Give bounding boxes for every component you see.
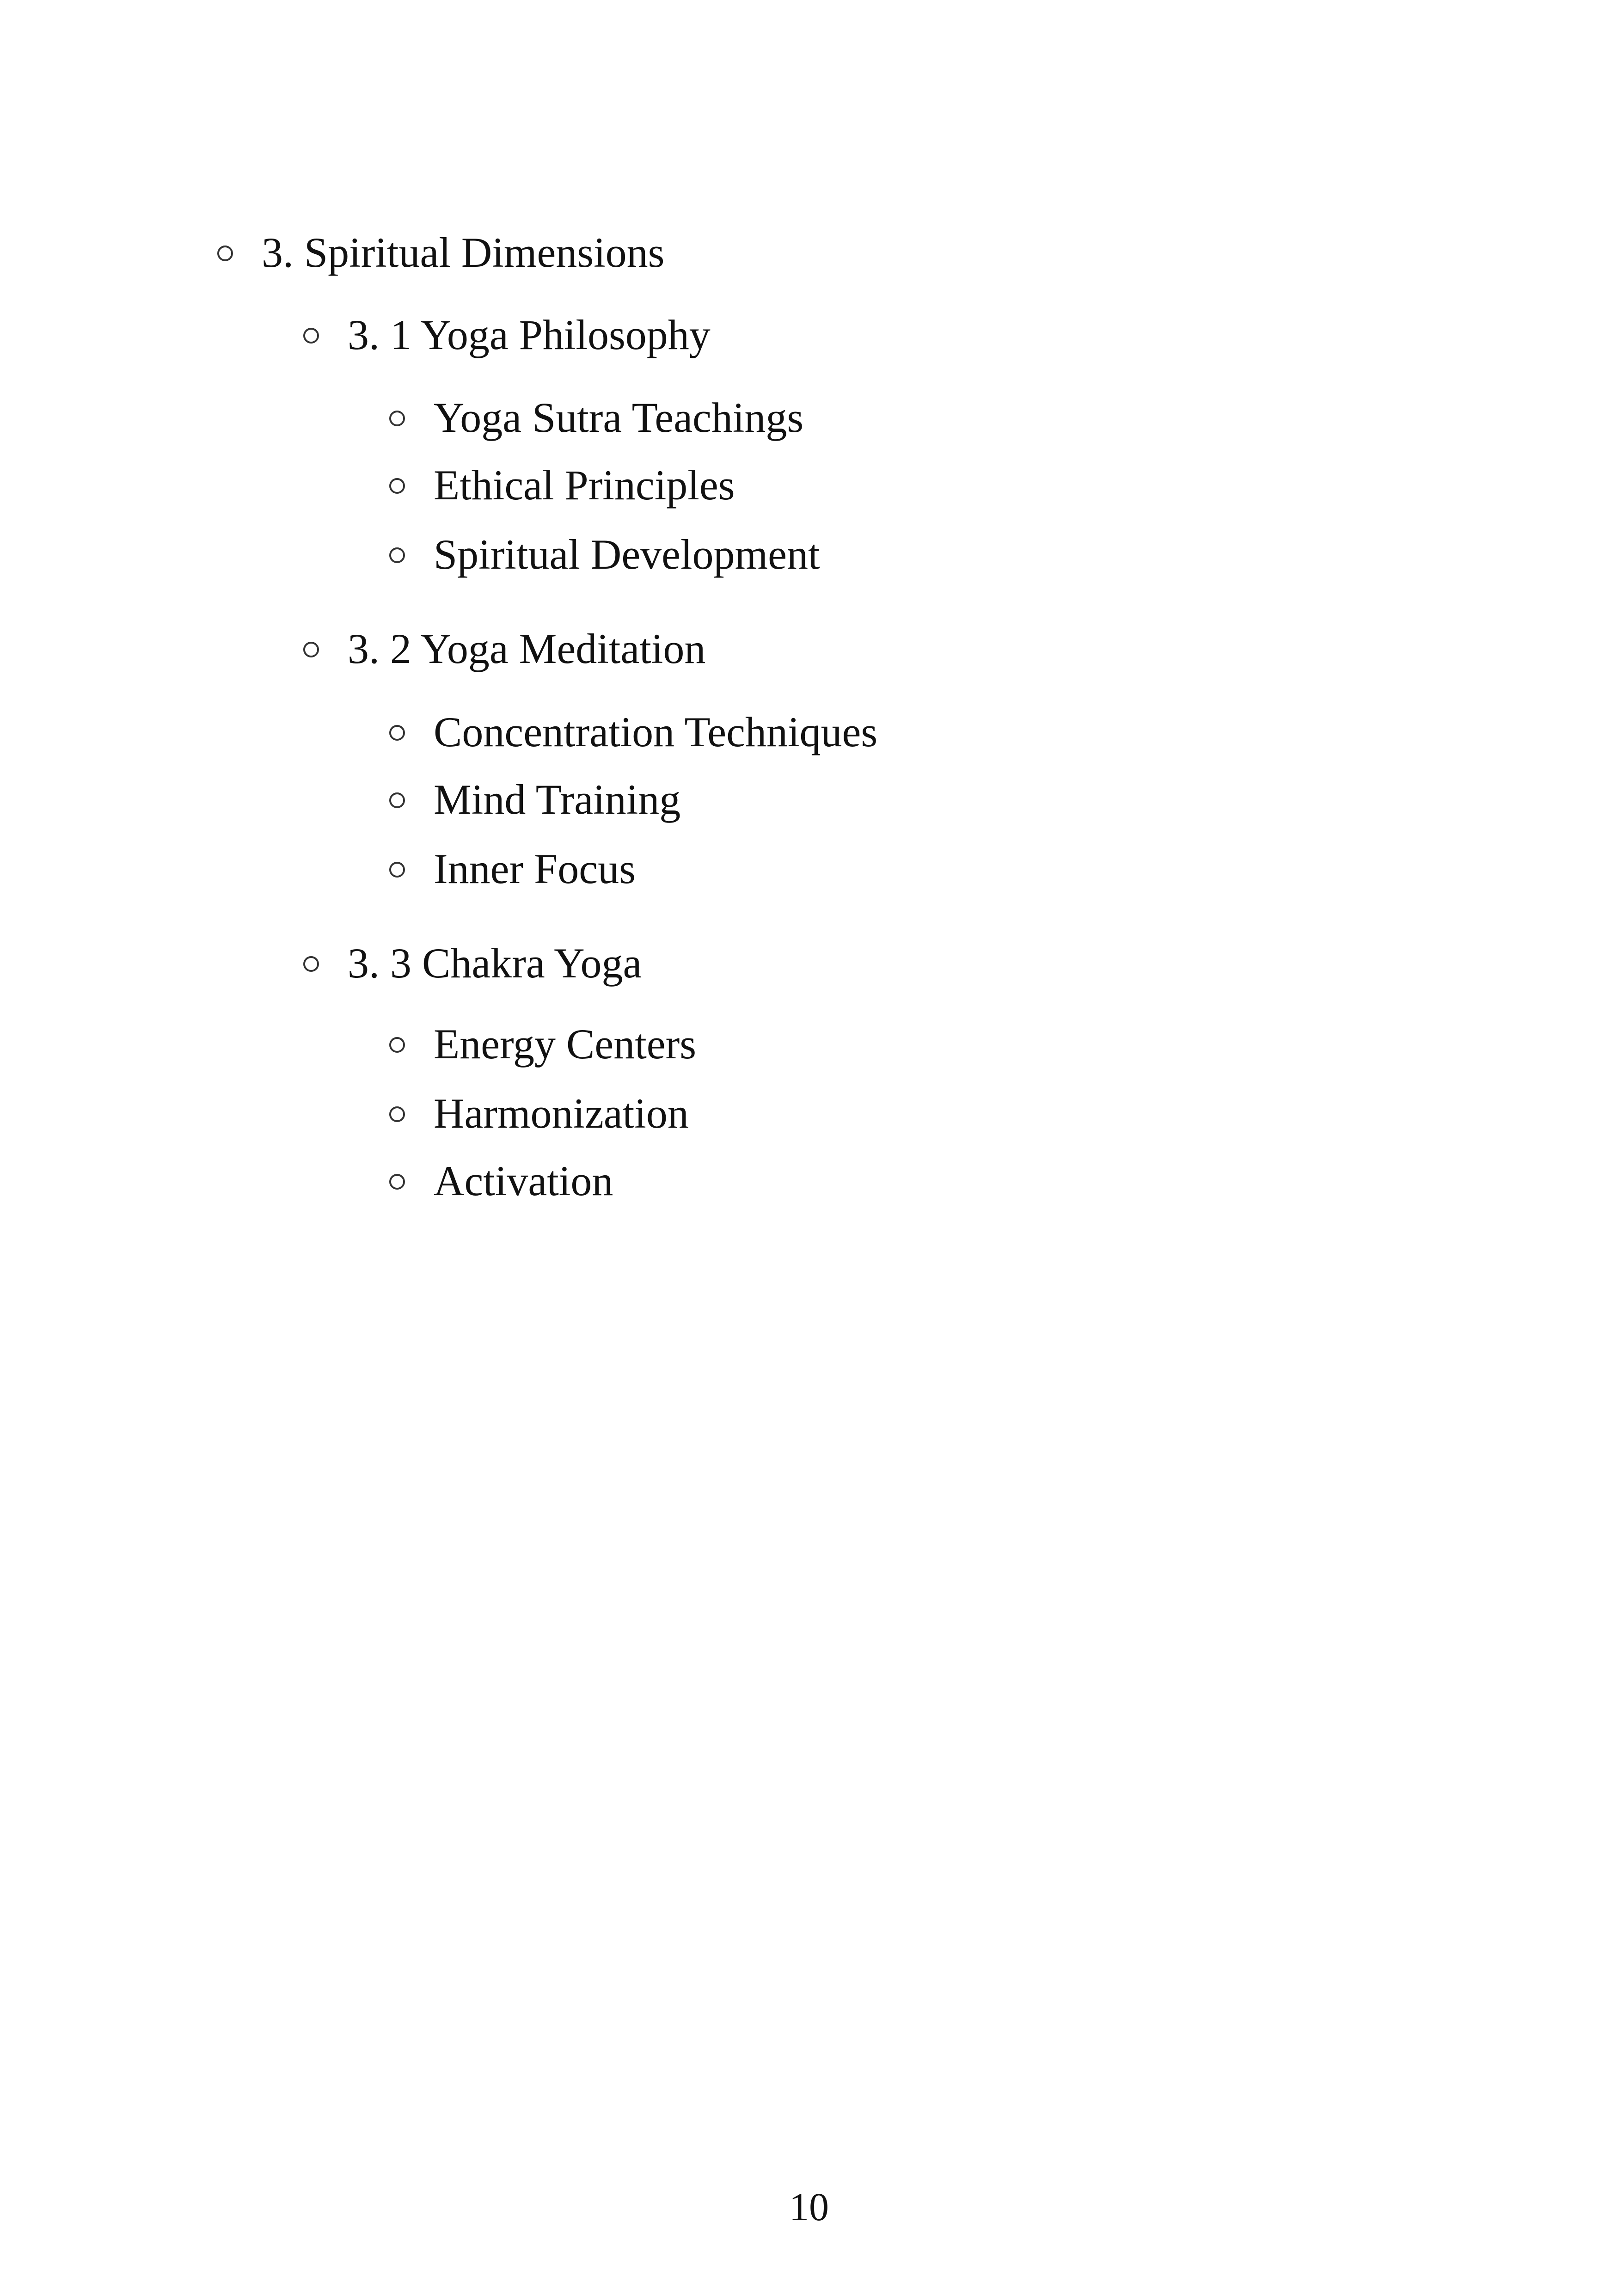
list-item [389, 1157, 613, 1204]
list-item-text: Mind Training [434, 776, 681, 823]
list-item-text: Yoga Sutra Teachings [434, 394, 804, 441]
circle-bullet-icon [303, 328, 319, 344]
list-item-text: Inner Focus [434, 845, 636, 892]
list-item-text: Activation [434, 1157, 613, 1204]
list-item-text: Energy Centers [434, 1020, 697, 1068]
list-item [389, 461, 735, 509]
subsection-heading [303, 939, 642, 987]
list-item [389, 778, 680, 821]
section-heading [217, 231, 664, 274]
section-heading-text: 3. Spiritual Dimensions [262, 229, 665, 276]
list-item [389, 1020, 697, 1068]
list-item-text: Ethical Principles [434, 461, 735, 509]
circle-bullet-icon [389, 1106, 405, 1122]
list-item-text: Spiritual Development [434, 531, 820, 578]
subsection-heading [303, 313, 711, 356]
circle-bullet-icon [217, 246, 233, 261]
circle-bullet-icon [389, 862, 405, 878]
circle-bullet-icon [303, 956, 319, 972]
list-item [389, 1092, 689, 1135]
subsection-heading-text: 3. 2 Yoga Meditation [348, 625, 706, 672]
list-item-text: Harmonization [434, 1090, 689, 1137]
subsection-heading-text: 3. 3 Chakra Yoga [348, 939, 642, 987]
list-item-text: Concentration Techniques [434, 708, 878, 755]
circle-bullet-icon [303, 642, 319, 657]
list-item [389, 847, 636, 890]
circle-bullet-icon [389, 1037, 405, 1053]
circle-bullet-icon [389, 792, 405, 808]
circle-bullet-icon [389, 411, 405, 426]
list-item [389, 396, 803, 439]
subsection-heading [303, 627, 705, 670]
list-item [389, 708, 878, 755]
subsection-heading-text: 3. 1 Yoga Philosophy [348, 311, 711, 358]
circle-bullet-icon [389, 1174, 405, 1190]
list-item [389, 533, 820, 576]
circle-bullet-icon [389, 478, 405, 494]
circle-bullet-icon [389, 725, 405, 741]
circle-bullet-icon [389, 547, 405, 563]
page-number: 10 [789, 2185, 829, 2229]
